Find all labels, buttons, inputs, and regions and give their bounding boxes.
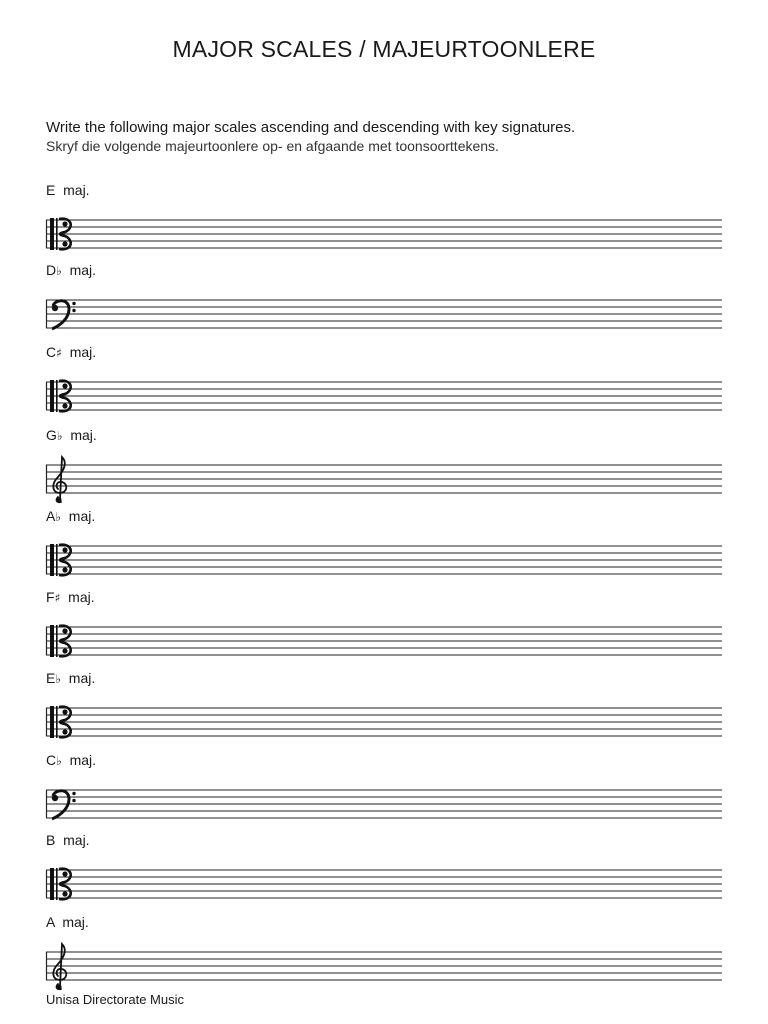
scale-note: D [46,262,57,278]
scale-suffix: maj. [69,752,97,768]
scale-suffix: maj. [68,589,95,605]
instruction-english: Write the following major scales ascending and descending with key signatures. [46,119,576,136]
scale-accidental: ♯ [56,346,62,360]
scale-label [46,427,97,443]
bass-clef-icon [52,301,76,329]
staff[interactable] [46,376,722,420]
footer-text: Unisa Directorate Music [46,992,184,1007]
scale-label [46,182,90,198]
scale-label [46,914,89,930]
scale-suffix: maj. [62,914,89,930]
scale-note: F [46,589,55,605]
scale-suffix: maj. [69,262,97,278]
scale-suffix: maj. [70,427,97,443]
scale-note: B [46,832,56,848]
scale-suffix: maj. [68,670,96,686]
scale-note: E [46,182,56,198]
staff[interactable] [46,864,722,908]
scale-note: C [46,344,57,360]
scale-note: A [46,914,55,930]
scale-label [46,508,95,524]
staff[interactable] [46,294,722,338]
staff[interactable] [46,784,722,828]
scale-accidental: ♭ [55,510,62,524]
scale-accidental: ♭ [55,672,62,686]
bass-clef-icon [52,791,76,819]
page-title: MAJOR SCALES / MAJEURTOONLERE [172,36,596,62]
scale-suffix: maj. [69,344,97,360]
scale-accidental: ♯ [54,591,61,605]
scale-accidental: ♭ [56,754,62,768]
scale-label [46,344,96,360]
treble-clef-icon [53,944,66,990]
staff[interactable] [46,946,722,990]
staff[interactable] [46,214,722,258]
scale-label [46,589,95,605]
scale-accidental: ♭ [56,429,63,443]
staff[interactable] [46,540,722,584]
scale-note: C [46,752,57,768]
scale-label [46,752,96,768]
scale-label [46,832,90,848]
staff[interactable] [46,459,722,503]
treble-clef-icon [53,457,66,503]
scale-accidental: ♭ [56,264,62,278]
instruction-afrikaans: Skryf die volgende majeurtoonlere op- en afgaande met toonsoorttekens. [46,138,499,154]
scale-suffix: maj. [63,182,90,198]
scale-label [46,670,95,686]
scale-note: A [46,508,56,524]
scale-note: G [46,427,57,443]
staff[interactable] [46,702,722,746]
scale-note: E [46,670,56,686]
staff[interactable] [46,621,722,665]
scale-suffix: maj. [63,832,90,848]
scale-suffix: maj. [68,508,96,524]
scale-label [46,262,96,278]
